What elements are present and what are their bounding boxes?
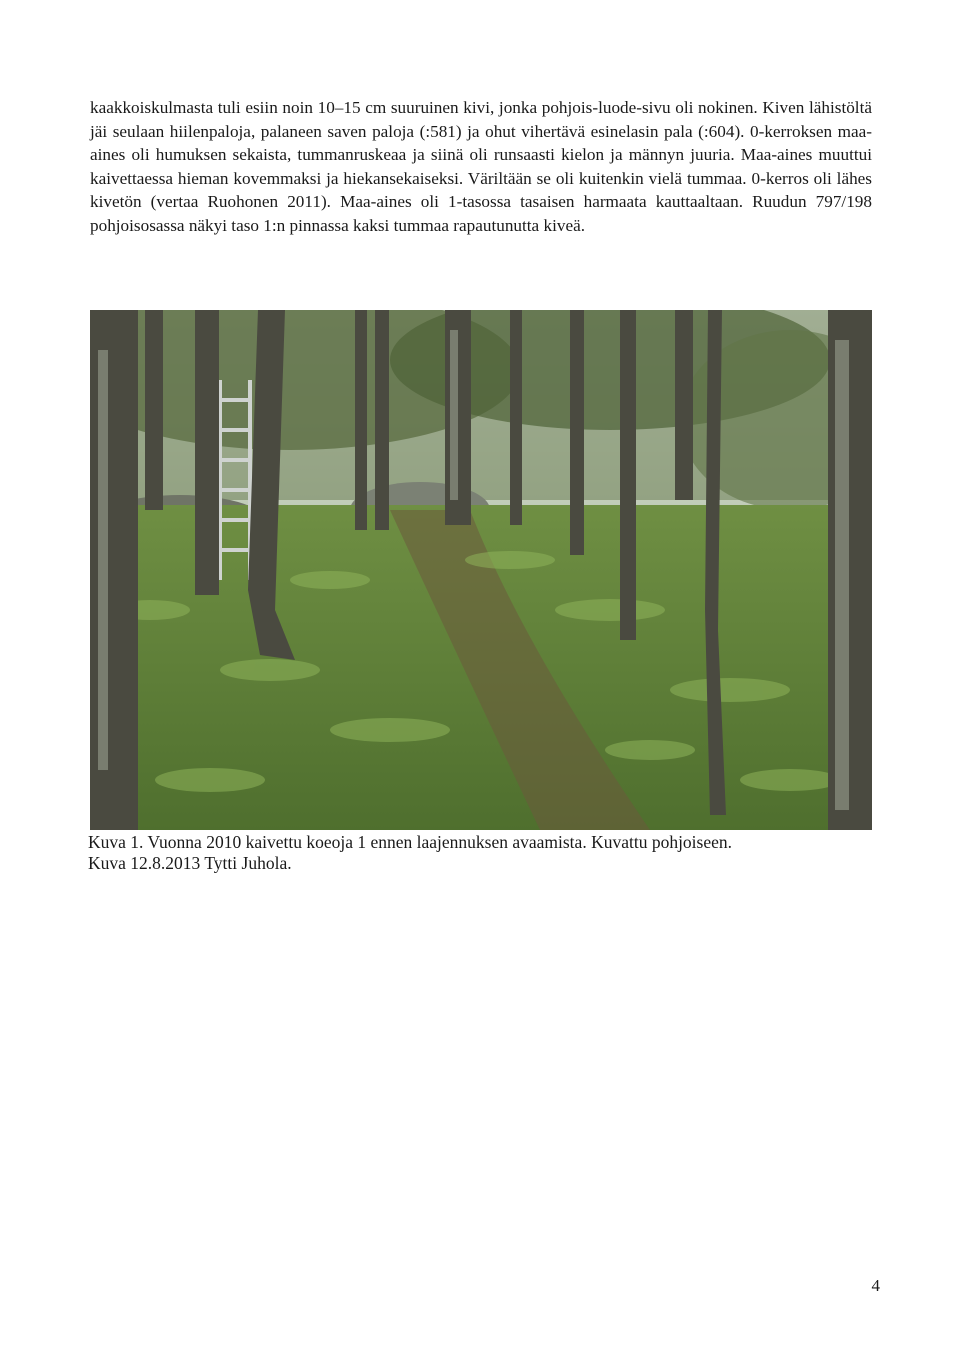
- forest-excavation-photo: [90, 310, 872, 830]
- body-paragraph: kaakkoiskulmasta tuli esiin noin 10–15 cm suuruinen kivi, jonka pohjois-luode-sivu oli nokinen. Kiven lähistöltä jäi seulaan hiilenpaloja, palaneen saven paloja (:581) ja ohut vihertävä esinelasin pala (:604). 0-kerroksen maa-aines oli humuksen sekaista, tummanruskeaa ja siinä oli runsaasti kielon ja männyn juuria. Maa-aines muuttui kaivettaessa hieman kovemmaksi ja hiekansekaiseksi. Väriltään se oli kuitenkin vielä tummaa. 0-kerros oli lähes kivetön (vertaa Ruohonen 2011). Maa-aines oli 1-tasossa tasaisen harmaata kauttaaltaan. Ruudun 797/198 pohjoisosassa näkyi taso 1:n pinnassa kaksi tummaa rapautunutta kiveä.: [90, 98, 872, 235]
- caption-line-1: Kuva 1. Vuonna 2010 kaivettu koeoja 1 ennen laajennuksen avaamista. Kuvattu pohjoiseen.: [88, 832, 733, 852]
- page-number: 4: [871, 1276, 880, 1295]
- photo-caption: [88, 832, 878, 874]
- caption-line-2: Kuva 12.8.2013 Tytti Juhola.: [88, 853, 292, 873]
